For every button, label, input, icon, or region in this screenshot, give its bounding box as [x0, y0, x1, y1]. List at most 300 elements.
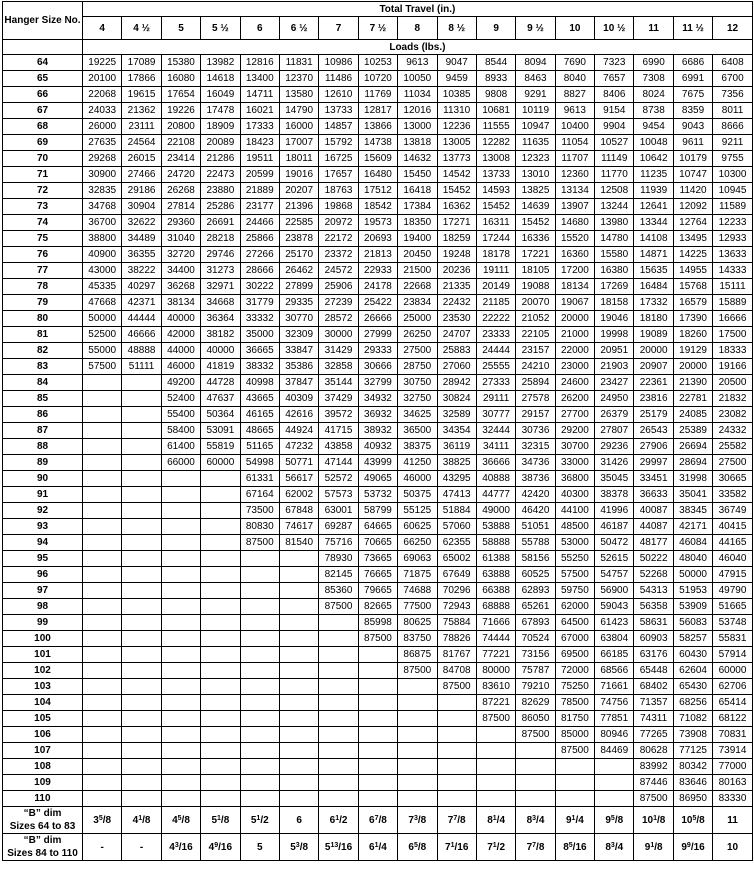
load-cell: 23111	[122, 119, 161, 135]
loads-header: Loads (lbs.)	[83, 40, 753, 55]
load-cell: 22000	[555, 343, 594, 359]
load-cell: 10385	[437, 87, 476, 103]
load-cell: 40087	[634, 503, 673, 519]
load-cell: 62355	[437, 535, 476, 551]
load-cell: 26268	[161, 183, 200, 199]
b-dim-numerator: 1	[492, 841, 497, 849]
load-cell: 29268	[83, 151, 122, 167]
hanger-size-cell: 83	[3, 359, 83, 375]
load-cell: 17007	[279, 135, 318, 151]
b-dim-numerator: 7	[374, 814, 379, 822]
load-cell: 18105	[516, 263, 555, 279]
load-cell: 9613	[398, 55, 437, 71]
b-dim-whole: 6	[369, 814, 375, 826]
load-cell	[358, 775, 397, 791]
hanger-size-cell: 90	[3, 471, 83, 487]
b-dim-denominator: 2	[263, 814, 269, 826]
load-cell: 12508	[595, 183, 634, 199]
load-cell: 55000	[83, 343, 122, 359]
hanger-size-cell: 106	[3, 727, 83, 743]
load-cell	[201, 471, 240, 487]
load-cell: 28572	[319, 311, 358, 327]
b-dim-whole: 7	[447, 814, 454, 826]
load-cell	[279, 695, 318, 711]
load-cell: 16049	[201, 87, 240, 103]
table-row	[3, 727, 753, 743]
travel-col-header: 5 ½	[201, 17, 240, 40]
b-dim-value: $6^5/8$	[398, 834, 437, 861]
load-cell: 34736	[516, 455, 555, 471]
load-cell: 13400	[240, 71, 279, 87]
load-cell	[122, 439, 161, 455]
load-cell: 13010	[516, 167, 555, 183]
b-dim-numerator: 1	[450, 841, 455, 849]
load-cell: 25170	[279, 247, 318, 263]
load-cell: 42371	[122, 295, 161, 311]
load-cell: 61423	[595, 615, 634, 631]
load-cell: 30750	[398, 375, 437, 391]
table-row	[3, 455, 753, 471]
load-cell: 10986	[319, 55, 358, 71]
load-cell	[122, 695, 161, 711]
load-cell	[476, 791, 515, 807]
load-cell: 30700	[555, 439, 594, 455]
load-cell: 40998	[240, 375, 279, 391]
hanger-size-cell: 66	[3, 87, 83, 103]
load-cell	[122, 535, 161, 551]
load-cell: 58257	[673, 631, 712, 647]
b-dim-whole: 7	[408, 814, 414, 826]
load-cell: 41819	[201, 359, 240, 375]
load-cell: 8933	[476, 71, 515, 87]
load-cell: 55819	[201, 439, 240, 455]
load-cell: 19868	[319, 199, 358, 215]
load-cell	[398, 759, 437, 775]
load-cell: 19016	[279, 167, 318, 183]
load-cell: 87500	[437, 679, 476, 695]
load-cell: 47915	[713, 567, 753, 583]
hanger-size-cell: 95	[3, 551, 83, 567]
load-cell: 16418	[398, 183, 437, 199]
b-dim-label-line2: Sizes 84 to 110	[7, 848, 78, 859]
load-cell	[358, 727, 397, 743]
load-cell: 34111	[476, 439, 515, 455]
load-cell	[161, 583, 200, 599]
load-cell: 33000	[555, 455, 594, 471]
b-dim-value: $10^1/8$	[634, 807, 673, 834]
load-cell: 20951	[595, 343, 634, 359]
load-cell: 75787	[516, 663, 555, 679]
b-dim-whole: -	[100, 841, 104, 853]
b-dim-value: $7^3/8$	[398, 807, 437, 834]
load-cell: 10681	[476, 103, 515, 119]
load-cell	[83, 503, 122, 519]
b-dim-whole: 5	[324, 841, 331, 853]
load-cell	[240, 663, 279, 679]
b-dim-value: $6^7/8$	[358, 807, 397, 834]
load-cell: 17244	[476, 231, 515, 247]
load-cell: 28218	[201, 231, 240, 247]
b-dim-whole: 11	[727, 814, 738, 826]
load-cell: 34625	[398, 407, 437, 423]
b-dim-numerator: 7	[453, 814, 458, 822]
load-cell: 65448	[634, 663, 673, 679]
load-cell: 10048	[634, 135, 673, 151]
load-cell: 10050	[398, 71, 437, 87]
load-cell: 8544	[476, 55, 515, 71]
load-cell: 32720	[161, 247, 200, 263]
load-cell: 69500	[555, 647, 594, 663]
b-dim-denominator: 4	[578, 814, 584, 826]
load-cell	[83, 455, 122, 471]
b-dim-denominator: 8	[657, 841, 663, 853]
load-cell: 49000	[476, 503, 515, 519]
load-cell: 36633	[634, 487, 673, 503]
load-cell: 29333	[358, 343, 397, 359]
table-row	[3, 151, 753, 167]
load-cell: 43999	[358, 455, 397, 471]
load-cell: 71875	[398, 567, 437, 583]
b-dim-value: $6^1/2$	[319, 807, 358, 834]
load-cell: 10253	[358, 55, 397, 71]
b-dim-whole: 7	[445, 841, 451, 853]
b-dim-numerator: 3	[532, 814, 537, 822]
load-cell: 23177	[240, 199, 279, 215]
b-dim-whole: 9	[565, 814, 572, 826]
b-dim-numerator: 7	[532, 841, 537, 849]
load-cell: 63888	[476, 567, 515, 583]
load-cell: 16362	[437, 199, 476, 215]
load-cell: 10947	[516, 119, 555, 135]
load-cell	[358, 743, 397, 759]
travel-col-header: 12	[713, 17, 753, 40]
hanger-load-table	[2, 1, 753, 861]
load-cell: 16311	[476, 215, 515, 231]
b-dim-value: $5^3/8$	[279, 834, 318, 861]
load-cell: 27899	[279, 279, 318, 295]
load-cell: 50771	[279, 455, 318, 471]
load-cell: 37847	[279, 375, 318, 391]
load-cell	[398, 695, 437, 711]
load-cell: 12933	[713, 231, 753, 247]
load-cell: 36119	[437, 439, 476, 455]
load-cell: 19088	[516, 279, 555, 295]
load-cell: 46165	[240, 407, 279, 423]
load-cell: 81767	[437, 647, 476, 663]
load-cell	[398, 775, 437, 791]
load-cell	[595, 791, 634, 807]
load-cell: 74444	[476, 631, 515, 647]
load-cell: 87500	[319, 599, 358, 615]
load-cell: 27635	[83, 135, 122, 151]
b-dim-value: $7^1/2$	[476, 834, 515, 861]
table-row	[3, 55, 753, 71]
load-cell	[161, 487, 200, 503]
load-cell: 13980	[595, 215, 634, 231]
load-cell: 87500	[516, 727, 555, 743]
load-cell: 46420	[516, 503, 555, 519]
load-cell	[476, 727, 515, 743]
load-cell: 12323	[516, 151, 555, 167]
load-cell: 36500	[398, 423, 437, 439]
load-cell: 30900	[83, 167, 122, 183]
load-cell: 71661	[595, 679, 634, 695]
table-row	[3, 343, 753, 359]
b-dim-denominator: 8	[144, 814, 151, 826]
b-dim-denominator: 16	[457, 841, 469, 853]
load-cell: 14857	[319, 119, 358, 135]
load-cell: 9808	[476, 87, 515, 103]
table-row	[3, 647, 753, 663]
load-cell	[122, 663, 161, 679]
b-dim-whole: 8	[563, 841, 569, 853]
load-cell: 26015	[122, 151, 161, 167]
load-cell: 25906	[319, 279, 358, 295]
hanger-size-cell: 76	[3, 247, 83, 263]
load-cell: 9755	[713, 151, 753, 167]
load-cell: 20000	[673, 359, 712, 375]
load-cell: 46000	[161, 359, 200, 375]
table-row	[3, 391, 753, 407]
load-cell: 22473	[201, 167, 240, 183]
load-cell: 17866	[122, 71, 161, 87]
load-cell: 16579	[673, 295, 712, 311]
load-cell	[201, 567, 240, 583]
load-cell: 11635	[516, 135, 555, 151]
load-cell	[279, 679, 318, 695]
load-cell: 10747	[673, 167, 712, 183]
load-cell	[122, 551, 161, 567]
load-cell: 62000	[555, 599, 594, 615]
load-cell: 21390	[673, 375, 712, 391]
load-cell: 19046	[595, 311, 634, 327]
load-cell: 82629	[516, 695, 555, 711]
table-row	[3, 599, 753, 615]
load-cell	[83, 583, 122, 599]
load-cell: 30666	[358, 359, 397, 375]
load-cell: 85360	[319, 583, 358, 599]
load-cell: 14871	[634, 247, 673, 263]
travel-col-header: 9	[476, 17, 515, 40]
load-cell	[240, 791, 279, 807]
load-cell: 50000	[83, 311, 122, 327]
load-cell: 50375	[398, 487, 437, 503]
load-cell	[358, 663, 397, 679]
load-cell: 57060	[437, 519, 476, 535]
table-row	[3, 759, 753, 775]
b-dim-value: $7^7/8$	[516, 834, 555, 861]
travel-col-header: 4	[83, 17, 122, 40]
load-cell: 9904	[595, 119, 634, 135]
load-cell: 16484	[634, 279, 673, 295]
load-cell: 22668	[398, 279, 437, 295]
b-dimension-rows	[3, 807, 753, 861]
b-dim-denominator: 4	[499, 814, 505, 826]
load-cell	[201, 663, 240, 679]
load-cell: 65002	[437, 551, 476, 567]
load-cell	[319, 743, 358, 759]
load-cell: 50222	[634, 551, 673, 567]
load-cell: 15889	[713, 295, 753, 311]
load-cell: 22585	[279, 215, 318, 231]
load-cell: 38222	[122, 263, 161, 279]
load-cell: 21052	[516, 311, 555, 327]
load-cell: 13733	[319, 103, 358, 119]
load-cell: 26379	[595, 407, 634, 423]
load-cell	[437, 711, 476, 727]
load-cell	[201, 487, 240, 503]
load-cell: 27700	[555, 407, 594, 423]
b-dim-value: $7^1/16$	[437, 834, 476, 861]
b-dim-whole: 10	[726, 841, 739, 853]
load-cell: 46000	[398, 471, 437, 487]
load-cell: 16021	[240, 103, 279, 119]
b-dim-denominator: 16	[575, 841, 587, 853]
load-cell: 49065	[358, 471, 397, 487]
load-cell: 23530	[437, 311, 476, 327]
b-dim-whole: 8	[605, 841, 611, 853]
load-cell	[437, 791, 476, 807]
b-dim-denominator: 4	[538, 814, 545, 826]
load-cell: 14780	[595, 231, 634, 247]
load-cell: 25866	[240, 231, 279, 247]
load-cell: 64500	[555, 615, 594, 631]
load-cell: 35000	[240, 327, 279, 343]
load-cell	[161, 791, 200, 807]
hanger-size-cell: 70	[3, 151, 83, 167]
hanger-size-cell: 101	[3, 647, 83, 663]
load-cell: 20149	[476, 279, 515, 295]
load-cell	[83, 615, 122, 631]
table-row	[3, 791, 753, 807]
load-rows	[3, 55, 753, 807]
hanger-size-cell: 110	[3, 791, 83, 807]
load-cell: 9154	[595, 103, 634, 119]
load-cell: 81540	[279, 535, 318, 551]
load-cell: 32315	[516, 439, 555, 455]
load-cell: 22222	[476, 311, 515, 327]
load-cell: 11235	[634, 167, 673, 183]
load-cell: 44924	[279, 423, 318, 439]
load-cell	[201, 759, 240, 775]
load-cell: 14955	[673, 263, 712, 279]
b-dim-whole: 9	[681, 841, 687, 853]
load-cell: 84708	[437, 663, 476, 679]
load-cell: 17478	[201, 103, 240, 119]
load-cell: 78930	[319, 551, 358, 567]
load-cell: 40309	[279, 391, 318, 407]
load-cell: 26543	[634, 423, 673, 439]
load-cell: 57914	[713, 647, 753, 663]
load-cell: 18423	[240, 135, 279, 151]
load-cell	[83, 423, 122, 439]
load-cell: 44777	[476, 487, 515, 503]
load-cell: 32444	[476, 423, 515, 439]
load-cell: 50472	[595, 535, 634, 551]
b-dim-denominator: 8	[223, 814, 230, 826]
hanger-size-cell: 93	[3, 519, 83, 535]
load-cell: 24444	[476, 343, 515, 359]
load-cell: 15452	[476, 199, 515, 215]
load-cell: 63176	[634, 647, 673, 663]
load-cell: 57500	[555, 567, 594, 583]
load-cell: 6991	[673, 71, 712, 87]
load-cell	[358, 679, 397, 695]
load-cell: 8040	[555, 71, 594, 87]
load-cell: 34932	[358, 391, 397, 407]
table-row	[3, 407, 753, 423]
load-cell	[240, 583, 279, 599]
load-cell: 16666	[713, 311, 753, 327]
load-cell: 17221	[516, 247, 555, 263]
load-cell: 41715	[319, 423, 358, 439]
b-dim-denominator: 8	[381, 814, 387, 826]
load-cell: 18259	[437, 231, 476, 247]
table-row	[3, 119, 753, 135]
load-cell: 19511	[240, 151, 279, 167]
load-cell: 48040	[673, 551, 712, 567]
load-cell: 7323	[595, 55, 634, 71]
load-cell: 58631	[634, 615, 673, 631]
load-cell: 12816	[240, 55, 279, 71]
load-cell	[161, 503, 200, 519]
load-cell	[240, 567, 279, 583]
b-dim-value: $4^1/8$	[122, 807, 161, 834]
load-cell: 36932	[358, 407, 397, 423]
table-row	[3, 231, 753, 247]
load-cell	[358, 759, 397, 775]
b-dim-numerator: 1	[650, 841, 655, 849]
load-cell: 29157	[516, 407, 555, 423]
load-cell: 52615	[595, 551, 634, 567]
b-dim-value: $8^5/16$	[555, 834, 594, 861]
load-cell: 12610	[319, 87, 358, 103]
load-cell: 75716	[319, 535, 358, 551]
b-dim-whole: 4	[208, 841, 215, 853]
load-cell: 18180	[634, 311, 673, 327]
load-cell: 16480	[358, 167, 397, 183]
load-cell: 48665	[240, 423, 279, 439]
hanger-size-cell: 71	[3, 167, 83, 183]
load-cell: 21813	[358, 247, 397, 263]
load-cell: 21889	[240, 183, 279, 199]
b-dim-numerator: 1	[335, 814, 340, 822]
load-cell	[122, 759, 161, 775]
load-cell	[161, 775, 200, 791]
load-cell	[122, 599, 161, 615]
load-cell: 40000	[161, 311, 200, 327]
load-cell: 48500	[555, 519, 594, 535]
load-cell	[122, 503, 161, 519]
load-cell: 29997	[634, 455, 673, 471]
b-dim-value: $4^5/8$	[161, 807, 200, 834]
load-cell: 6408	[713, 55, 753, 71]
load-cell	[279, 759, 318, 775]
load-cell	[319, 711, 358, 727]
load-cell: 27333	[476, 375, 515, 391]
load-cell	[437, 695, 476, 711]
load-cell: 12817	[358, 103, 397, 119]
load-cell: 7690	[555, 55, 594, 71]
load-cell	[122, 407, 161, 423]
load-cell	[319, 647, 358, 663]
travel-col-header: 8	[398, 17, 437, 40]
load-cell: 25894	[516, 375, 555, 391]
b-dim-whole: 5	[290, 841, 296, 853]
load-cell: 13982	[201, 55, 240, 71]
load-cell: 24720	[161, 167, 200, 183]
load-cell: 60000	[713, 663, 753, 679]
